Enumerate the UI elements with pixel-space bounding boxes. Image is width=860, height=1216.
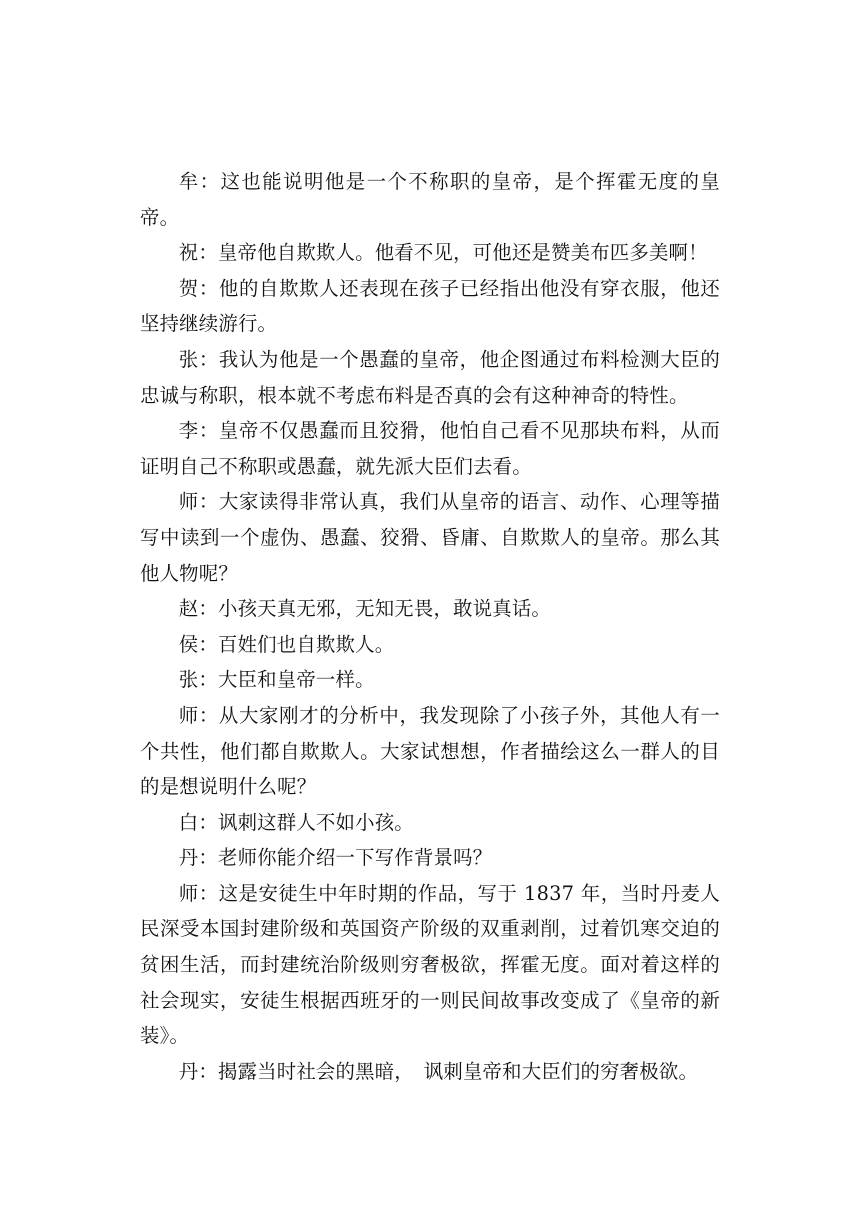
paragraph-bai: 白：讽刺这群人不如小孩。 xyxy=(178,810,414,834)
paragraph-zhu: 祝：皇帝他自欺欺人。他看不见，可他还是赞美布匹多美啊！ xyxy=(178,241,708,265)
paragraph-dan-1: 丹：老师你能介绍一下写作背景吗？ xyxy=(178,846,493,870)
paragraph-dan-2: 丹：揭露当时社会的黑暗， 讽刺皇帝和大臣们的穷奢极欲。 xyxy=(178,1059,699,1083)
paragraph-teacher-2: 师：从大家刚才的分析中，我发现除了小孩子外，其他人有一个共性，他们都自欺欺人。大家试想想，作者描绘这么一群人的目的是想说明什么呢？ xyxy=(140,703,720,799)
document-body xyxy=(140,164,720,1089)
paragraph-hou: 侯：百姓们也自欺欺人。 xyxy=(178,632,395,656)
paragraph-zhao: 赵：小孩天真无邪，无知无畏，敢说真话。 xyxy=(178,597,552,621)
paragraph-mou: 牟：这也能说明他是一个不称职的皇帝，是个挥霍无度的皇帝。 xyxy=(140,170,720,229)
paragraph-li: 李：皇帝不仅愚蠢而且狡猾，他怕自己看不见那块布料，从而证明自己不称职或愚蠢，就先派大臣们去看。 xyxy=(140,419,720,478)
paragraph-teacher-3: 师：这是安徒生中年时期的作品，写于 1837 年，当时丹麦人民深受本国封建阶级和英国资产阶级的双重剥削，过着饥寒交迫的贫困生活，而封建统治阶级则穷奢极欲，挥霍无度。面对着这样的社会现实，安徒生根据西班牙的一则民间故事改变成了《皇帝的新装》。 xyxy=(140,881,720,1048)
paragraph-zhang-1: 张：我认为他是一个愚蠢的皇帝，他企图通过布料检测大臣的忠诚与称职，根本就不考虑布料是否真的会有这种神奇的特性。 xyxy=(140,347,720,407)
paragraph-he: 贺：他的自欺欺人还表现在孩子已经指出他没有穿衣服，他还坚持继续游行。 xyxy=(140,276,720,336)
paragraph-teacher-1: 师：大家读得非常认真，我们从皇帝的语言、动作、心理等描写中读到一个虚伪、愚蠢、狡猾、昏庸、自欺欺人的皇帝。那么其他人物呢？ xyxy=(140,490,720,585)
paragraph-zhang-2: 张：大臣和皇帝一样。 xyxy=(178,668,375,692)
